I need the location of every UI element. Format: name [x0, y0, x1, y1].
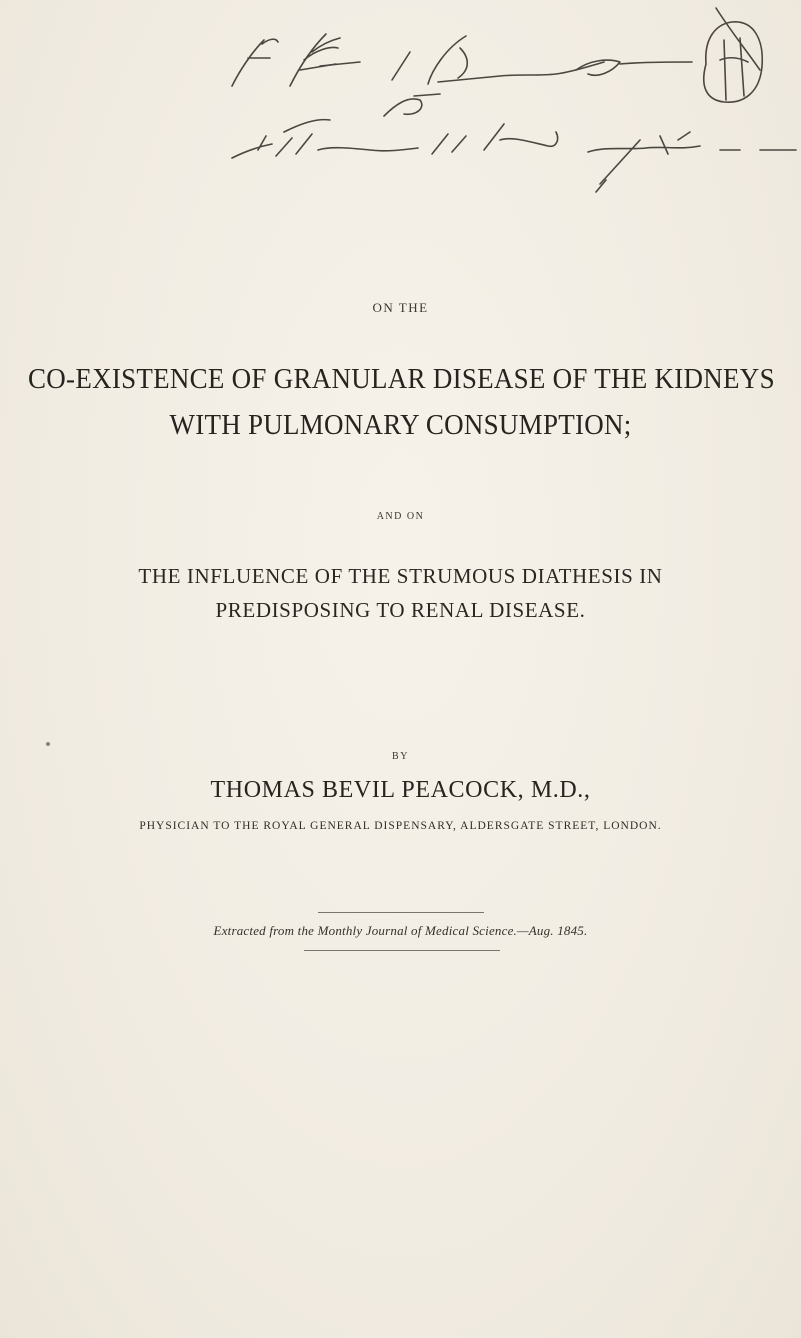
by-label: BY: [392, 751, 409, 762]
author-name: THOMAS BEVIL PEACOCK, M.D.,: [210, 777, 591, 803]
title-line-1: CO-EXISTENCE OF GRANULAR DISEASE OF THE KIDNEYS: [28, 363, 775, 395]
divider-top: [318, 912, 484, 913]
handwritten-inscription: [0, 0, 801, 300]
subtitle-line-1: THE INFLUENCE OF THE STRUMOUS DIATHESIS IN: [138, 564, 663, 588]
on-the-label: ON THE: [372, 300, 429, 315]
divider-bottom: [304, 950, 500, 951]
and-on-label: AND ON: [376, 511, 425, 522]
handwriting-svg: [0, 0, 801, 300]
title-line-2: WITH PULMONARY CONSUMPTION;: [169, 409, 632, 441]
subtitle-line-2: PREDISPOSING TO RENAL DISEASE.: [215, 598, 586, 622]
paper-speck: [46, 742, 50, 746]
author-affiliation: PHYSICIAN TO THE ROYAL GENERAL DISPENSARY, ALDERSGATE STREET, LONDON.: [139, 820, 662, 832]
extract-note: Extracted from the Monthly Journal of Medical Science.—Aug. 1845.: [213, 923, 588, 938]
